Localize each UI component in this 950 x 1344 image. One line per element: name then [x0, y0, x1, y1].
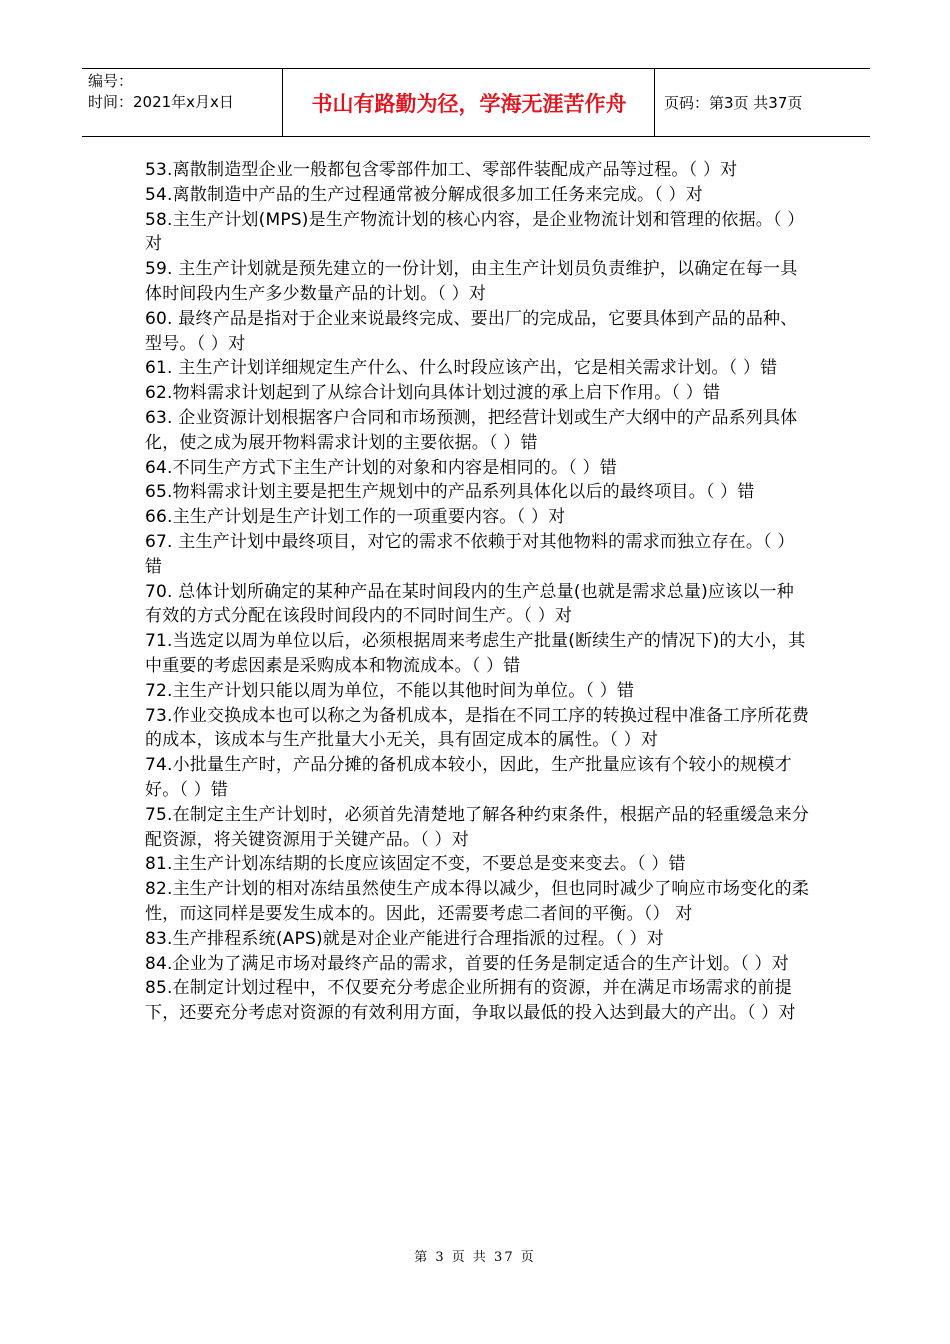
- question-item: 53.离散制造型企业一般都包含零部件加工、零部件装配成产品等过程。（ ）对: [145, 160, 738, 180]
- question-item: 83.生产排程系统(APS)就是对企业产能进行合理指派的过程。（ ）对: [145, 928, 664, 949]
- question-item: 75.在制定主生产计划时，必须首先清楚地了解各种约束条件，根据产品的轻重缓急来分配资源，将关键资源用于关键产品。（ ）对: [145, 804, 810, 850]
- number-label: 编号：: [88, 72, 134, 90]
- page-header: [82, 68, 870, 137]
- question-item: 65.物料需求计划主要是把生产规划中的产品系列具体化以后的最终项目。（ ）错: [145, 482, 755, 503]
- question-item: 72.主生产计划只能以周为单位，不能以其他时间为单位。（ ）错: [145, 680, 635, 701]
- question-item: 74.小批量生产时，产品分摊的备机成本较小，因此，生产批量应该有个较小的规模才好。（ ）错: [145, 755, 792, 800]
- question-list: [145, 158, 810, 1026]
- question-item: 61. 主生产计划详细规定生产什么、什么时段应该产出，它是相关需求计划。（ ）错: [145, 358, 778, 379]
- question-item: 60. 最终产品是指对于企业来说最终完成、要出厂的完成品，它要具体到产品的品种、型号。（ ）对: [145, 308, 798, 354]
- question-item: 62.物料需求计划起到了从综合计划向具体计划过渡的承上启下作用。（ ）错: [145, 383, 721, 404]
- time-label: 时间：2021年x月x日: [88, 93, 234, 111]
- header-page-info: 页码：第3页 共37页: [664, 94, 803, 112]
- question-item: 82.主生产计划的相对冻结虽然使生产成本得以减少，但也同时减少了响应市场变化的柔性，而这同样是要发生成本的。因此，还需要考虑二者间的平衡。（） 对: [145, 879, 810, 924]
- question-item: 58.主生产计划(MPS)是生产物流计划的核心内容，是企业物流计划和管理的依据。（ ）对: [145, 209, 805, 255]
- question-item: 64.不同生产方式下主生产计划的对象和内容是相同的。（ ）错: [145, 457, 617, 478]
- header-meta: [88, 71, 283, 113]
- question-item: 73.作业交换成本也可以称之为备机成本，是指在不同工序的转换过程中准备工序所花费的成本，该成本与生产批量大小无关，具有固定成本的属性。（ ）对: [145, 705, 810, 751]
- question-item: 70. 总体计划所确定的某种产品在某时间段内的生产总量(也就是需求总量)应该以一种有效的方式分配在该段时间段内的不同时间生产。（ ）对: [145, 581, 794, 627]
- question-item: 54.离散制造中产品的生产过程通常被分解成很多加工任务来完成。（ ）对: [145, 184, 703, 205]
- question-item: 85.在制定计划过程中，不仅要充分考虑企业所拥有的资源，并在满足市场需求的前提下，还要充分考虑对资源的有效利用方面，争取以最低的投入达到最大的产出。（ ）对: [145, 978, 796, 1024]
- question-item: 67. 主生产计划中最终项目，对它的需求不依赖于对其他物料的需求而独立存在。（ ）错: [145, 531, 795, 577]
- question-item: 63. 企业资源计划根据客户合同和市场预测，把经营计划或生产大纲中的产品系列具体化，使之成为展开物料需求计划的主要依据。（ ）错: [145, 407, 798, 453]
- question-item: 84.企业为了满足市场对最终产品的需求，首要的任务是制定适合的生产计划。（ ）对: [145, 953, 789, 974]
- question-item: 59. 主生产计划就是预先建立的一份计划，由主生产计划员负责维护，以确定在每一具体时间段内生产多少数量产品的计划。（ ）对: [145, 259, 798, 304]
- page-footer: 第 3 页 共 37 页: [414, 1250, 536, 1265]
- header-divider: [282, 69, 283, 136]
- header-motto: 书山有路勤为径，学海无涯苦作舟: [311, 90, 627, 116]
- question-item: 81.主生产计划冻结期的长度应该固定不变，不要总是变来变去。（ ）错: [145, 854, 686, 875]
- question-item: 66.主生产计划是生产计划工作的一项重要内容。（ ）对: [145, 507, 566, 528]
- header-divider: [654, 69, 655, 136]
- question-item: 71.当选定以周为单位以后，必须根据周来考虑生产批量(断续生产的情况下)的大小，其中重要的考虑因素是采购成本和物流成本。（ ）错: [145, 631, 806, 676]
